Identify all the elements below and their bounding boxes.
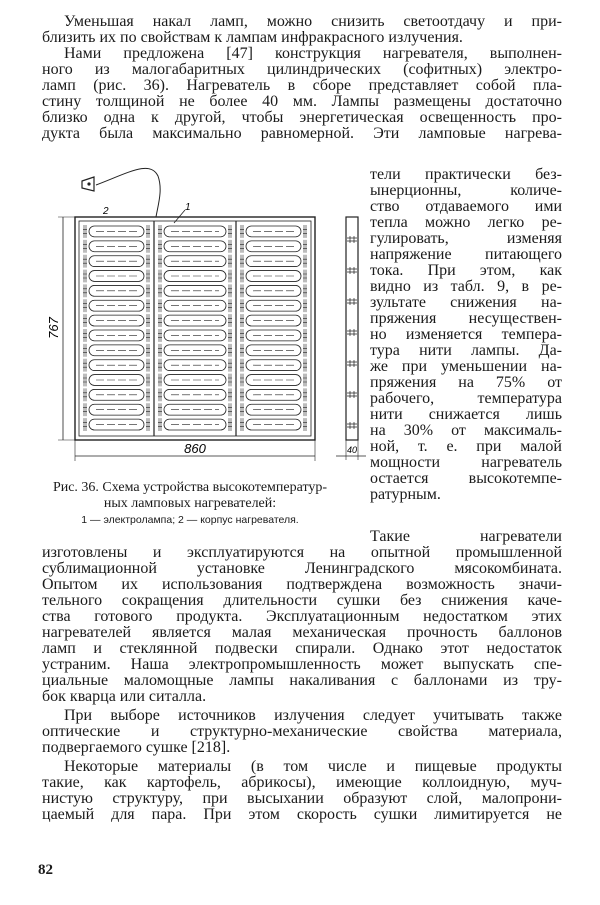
text-line: зультате снижения на- xyxy=(370,294,562,311)
lamp-socket xyxy=(240,359,244,372)
side-socket-mark xyxy=(347,360,357,367)
lamp-socket xyxy=(228,374,232,387)
caption-line: ных ламповых нагревателей: xyxy=(103,496,277,511)
text-line: близить их по свойствам к лампам инфракрасного излучения. xyxy=(42,29,463,46)
text-line: нистую структуру, при высыхании образуют слой, малопрони- xyxy=(42,790,562,807)
lamp-socket xyxy=(228,418,232,431)
text-line: ламп и стеклянной подвески спирали. Однако этот недостаток xyxy=(42,640,562,657)
text-line: тока. При этом, как xyxy=(370,262,562,279)
text-line: ство отдаваемого ими xyxy=(370,198,562,215)
text-line: тепла можно легко ре- xyxy=(370,214,562,231)
lamp-socket xyxy=(146,225,150,238)
text-line: Некоторые материалы (в том числе и пищевые продукты xyxy=(64,758,562,775)
lamp-socket xyxy=(158,403,162,416)
lamp-socket xyxy=(303,359,307,372)
lamp-socket xyxy=(228,225,232,238)
lamp-socket xyxy=(240,314,244,327)
lamp-socket xyxy=(83,299,87,312)
text-line: нагревателей является малая механическая прочность баллонов xyxy=(42,624,562,641)
text-line: дукта была максимально равномерной. Эти ламповые нагрева- xyxy=(42,125,562,142)
lamp-socket xyxy=(158,388,162,401)
lamp-socket xyxy=(240,388,244,401)
lamp-socket xyxy=(303,314,307,327)
lamp-socket xyxy=(303,270,307,283)
lamp-socket xyxy=(303,255,307,268)
lamp-socket xyxy=(158,284,162,297)
text-line: ной, т. е. при малой xyxy=(370,438,562,455)
text-line: стину толщиной не более 40 мм. Лампы размещены достаточно xyxy=(42,93,562,110)
text-line: цаемый для пара. При этом скорость сушки лимитируется не xyxy=(42,806,562,823)
lamp-socket xyxy=(240,299,244,312)
lamp-socket xyxy=(146,240,150,253)
lamp-socket xyxy=(240,284,244,297)
lamp-socket xyxy=(158,255,162,268)
lamp-socket xyxy=(158,374,162,387)
lamp-socket xyxy=(146,388,150,401)
text-line: Нами предложена [47] конструкция нагревателя, выполнен- xyxy=(64,45,562,62)
text-line: ламп (рис. 36). Нагреватель в сборе представляет собой пла- xyxy=(42,77,562,94)
lamp-socket xyxy=(228,255,232,268)
lamp-socket xyxy=(228,270,232,283)
lamp-socket xyxy=(240,240,244,253)
lamp-socket xyxy=(303,299,307,312)
lamp-socket xyxy=(83,314,87,327)
caption-legend: 1 — электролампа; 2 — корпус нагревателя. xyxy=(81,514,299,526)
lamp-socket xyxy=(228,359,232,372)
side-socket-mark xyxy=(347,422,357,429)
text-line: видно из табл. 9, в ре- xyxy=(370,278,562,295)
side-socket-mark xyxy=(347,391,357,398)
lamp-socket xyxy=(146,403,150,416)
text-line: такие, как картофель, абрикосы), имеющие коллоидную, муч- xyxy=(42,774,562,791)
lamp-socket xyxy=(303,284,307,297)
text-line: нити снижается лишь xyxy=(370,406,562,423)
text-line: циальные маломощные лампы накаливания с баллонами из тру- xyxy=(42,672,562,689)
lamp-socket xyxy=(228,284,232,297)
lamp-socket xyxy=(303,344,307,357)
label-body: 2 xyxy=(103,206,109,217)
lamp-socket xyxy=(240,255,244,268)
text-line: Уменьшая накал ламп, можно снизить светоотдачу и при- xyxy=(64,13,562,30)
lamp-socket xyxy=(83,418,87,431)
dimension-thickness: 40 xyxy=(346,445,358,455)
lamp-socket xyxy=(83,359,87,372)
text-line: мощности нагреватель xyxy=(370,454,562,471)
lamp-socket xyxy=(303,240,307,253)
lamp-socket xyxy=(240,270,244,283)
lamp-socket xyxy=(158,344,162,357)
lamp-socket xyxy=(83,388,87,401)
lamp-socket xyxy=(228,314,232,327)
text-line: но изменяется темпера- xyxy=(370,326,562,343)
lamp-socket xyxy=(228,388,232,401)
dimension-width: 860 xyxy=(184,441,206,456)
text-line: пряжения несуществен- xyxy=(370,310,562,327)
figure-caption xyxy=(40,480,340,528)
lamp-socket xyxy=(146,418,150,431)
lamp-socket xyxy=(158,240,162,253)
lamp-socket xyxy=(83,284,87,297)
text-line: же при уменьшении на- xyxy=(370,358,562,375)
lamp-socket xyxy=(146,374,150,387)
lamp-socket xyxy=(228,344,232,357)
text-line: При выборе источников излучения следует учитывать также xyxy=(64,707,562,724)
lamp-socket xyxy=(240,374,244,387)
side-socket-mark xyxy=(347,236,357,243)
plug-icon xyxy=(82,177,94,191)
heater-frame xyxy=(75,217,315,440)
text-line: подвергаемого сушке [218]. xyxy=(42,739,231,756)
text-line: остается высокотемпе- xyxy=(370,470,562,487)
lamp-socket xyxy=(83,240,87,253)
lamp-socket xyxy=(146,329,150,342)
lamp-socket xyxy=(303,374,307,387)
lamp-socket xyxy=(240,403,244,416)
text-line: пряжения на 75% от xyxy=(370,374,562,391)
text-line: тура нити лампы. Да- xyxy=(370,342,562,359)
lamp-socket xyxy=(228,299,232,312)
text-line: сублимационной установке Ленинградского мясокомбината. xyxy=(42,560,562,577)
text-line: ратурным. xyxy=(370,486,441,503)
lamp-socket xyxy=(303,225,307,238)
label-lamp: 1 xyxy=(185,202,191,213)
lamp-socket xyxy=(146,299,150,312)
side-socket-mark xyxy=(347,267,357,274)
lamp-socket xyxy=(158,270,162,283)
lamp-socket xyxy=(303,329,307,342)
lamp-socket xyxy=(146,344,150,357)
lamp-socket xyxy=(83,344,87,357)
lamp-socket xyxy=(83,403,87,416)
text-line: Опытом их использования подтверждена возможность значи- xyxy=(42,576,562,593)
lamp-socket xyxy=(240,225,244,238)
caption-line: Рис. 36. Схема устройства высокотемператур- xyxy=(52,480,328,495)
lamp-socket xyxy=(83,374,87,387)
text-line: близко одна к другой, чтобы энергетическая освещенность про- xyxy=(42,109,562,126)
lamp-socket xyxy=(83,329,87,342)
lamp-socket xyxy=(158,359,162,372)
text-line: тели практически без- xyxy=(370,166,562,183)
text-line: рабочего, температура xyxy=(370,390,562,407)
lamp-socket xyxy=(158,225,162,238)
text-line: ства готового продукта. Эксплуатационным недостатком этих xyxy=(42,608,562,625)
lamp-socket xyxy=(240,344,244,357)
lamp-socket xyxy=(83,255,87,268)
lamp-socket xyxy=(228,403,232,416)
lamp-socket xyxy=(146,359,150,372)
text-line: напряжение питающего xyxy=(370,246,562,263)
lamp-socket xyxy=(158,329,162,342)
lamp-socket xyxy=(146,284,150,297)
text-line: бок кварца или ситалла. xyxy=(42,688,207,705)
text-line: изготовлены и эксплуатируются на опытной промышленной xyxy=(42,544,562,561)
heater-side-view xyxy=(346,217,358,440)
text-line: ынерционны, количе- xyxy=(370,182,562,199)
side-socket-mark xyxy=(347,298,357,305)
text-line: устраним. Наша электропромышленность может выпускать спе- xyxy=(42,656,562,673)
lamp-socket xyxy=(158,418,162,431)
lamp-socket xyxy=(228,329,232,342)
heater-inner-frame xyxy=(79,221,311,436)
text-line: тельного сокращения длительности сушки без снижения каче- xyxy=(42,592,562,609)
text-line: ного из малогабаритных цилиндрических (софитных) электро- xyxy=(42,61,562,78)
text-line: на 30% от максималь- xyxy=(370,422,562,439)
lamp-socket xyxy=(158,314,162,327)
lamp-socket xyxy=(303,403,307,416)
lamp-socket xyxy=(240,418,244,431)
text-line: оптические и структурно-механические свойства материала, xyxy=(42,723,562,740)
side-socket-mark xyxy=(347,329,357,336)
lamp-socket xyxy=(83,270,87,283)
lamp-socket xyxy=(303,388,307,401)
text-line: гулировать, изменяя xyxy=(370,230,562,247)
lamp-socket xyxy=(240,329,244,342)
text-line: Такие нагреватели xyxy=(370,528,562,545)
lamp-socket xyxy=(228,240,232,253)
lamp-socket xyxy=(83,225,87,238)
lamp-socket xyxy=(303,418,307,431)
lamp-socket xyxy=(146,255,150,268)
lamp-socket xyxy=(158,299,162,312)
dimension-height: 767 xyxy=(46,317,61,339)
lamp-socket xyxy=(146,270,150,283)
page-number: 82 xyxy=(38,862,53,878)
lamp-socket xyxy=(146,314,150,327)
